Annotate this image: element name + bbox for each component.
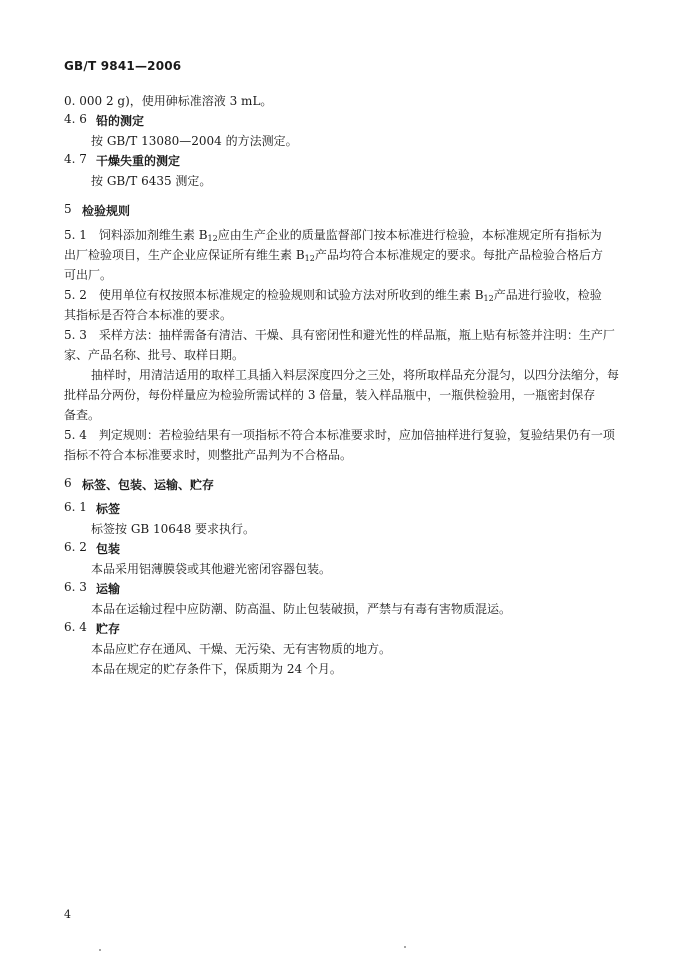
section-body: 本品在运输过程中应防潮、防高温、防止包装破损，严禁与有毒有害物质混运。 xyxy=(91,602,512,616)
section-body: 本品应贮存在通风、干燥、无污染、无有害物质的地方。 xyxy=(91,642,392,656)
section-number: 4. 7 xyxy=(64,152,87,166)
section-body: 本品采用铝薄膜袋或其他避光密闭容器包装。 xyxy=(91,562,332,576)
paragraph-line: 5. 1 饲料添加剂维生素 $B_{12}$应由生产企业的质量监督部门按本标准进行检验，本标准规定所有指标为 xyxy=(64,228,602,243)
section-body: 本品在规定的贮存条件下，保质期为 24 个月。 xyxy=(91,662,342,676)
section-title: 运输 xyxy=(96,582,121,596)
section-number: 6. 4 xyxy=(64,620,87,634)
text-line: 0. 000 2 g)，使用砷标准溶液 3 mL。 xyxy=(64,94,273,108)
scan-speck xyxy=(404,946,406,948)
paragraph-line: 备查。 xyxy=(64,408,101,422)
paragraph-line: 家、产品名称、批号、取样日期。 xyxy=(64,348,245,362)
chapter-title: 标签、包装、运输、贮存 xyxy=(82,478,215,492)
chapter-number: 5 xyxy=(64,202,72,216)
section-title: 干燥失重的测定 xyxy=(96,154,181,168)
paragraph-line: 5. 2 使用单位有权按照本标准规定的检验规则和试验方法对所收到的维生素 $B_{12}$产品进行验收，检验 xyxy=(64,288,602,303)
section-number: 6. 2 xyxy=(64,540,87,554)
section-title: 标签 xyxy=(96,502,121,516)
paragraph-line: 出厂检验项目，生产企业应保证所有维生素 $B_{12}$产品均符合本标准规定的要求。每批产品检验合格后方 xyxy=(64,248,603,263)
section-number: 6. 1 xyxy=(64,500,87,514)
section-number: 4. 6 xyxy=(64,112,87,126)
paragraph-line: 可出厂。 xyxy=(64,268,113,282)
section-title: 包装 xyxy=(96,542,121,556)
paragraph-line: 5. 4 判定规则：若检验结果有一项指标不符合本标准要求时，应加倍抽样进行复验，复验结果仍有一项 xyxy=(64,428,615,442)
section-title: 贮存 xyxy=(96,622,121,636)
section-body: 标签按 GB 10648 要求执行。 xyxy=(91,522,256,536)
section-body: 按 GB/T 13080—2004 的方法测定。 xyxy=(91,134,298,148)
standard-code-header: GB/T 9841—2006 xyxy=(64,59,182,73)
paragraph-line: 批样品分两份，每份样量应为检验所需试样的 3 倍量，装入样品瓶中，一瓶供检验用，一瓶密封保存 xyxy=(64,388,596,402)
page-number: 4 xyxy=(64,908,71,921)
paragraph-line: 抽样时，用清洁适用的取样工具插入料层深度四分之三处，将所取样品充分混匀，以四分法缩分，每 xyxy=(91,368,620,382)
chapter-title: 检验规则 xyxy=(82,204,131,218)
section-body: 按 GB/T 6435 测定。 xyxy=(91,174,212,188)
section-title: 铅的测定 xyxy=(96,114,145,128)
paragraph-line: 指标不符合本标准要求时，则整批产品判为不合格品。 xyxy=(64,448,353,462)
paragraph-line: 5. 3 采样方法：抽样需备有清洁、干燥、具有密闭性和避光性的样品瓶，瓶上贴有标签并注明：生产厂 xyxy=(64,328,615,342)
section-number: 6. 3 xyxy=(64,580,87,594)
chapter-number: 6 xyxy=(64,476,72,490)
scan-speck xyxy=(99,949,101,951)
paragraph-line: 其指标是否符合本标准的要求。 xyxy=(64,308,233,322)
